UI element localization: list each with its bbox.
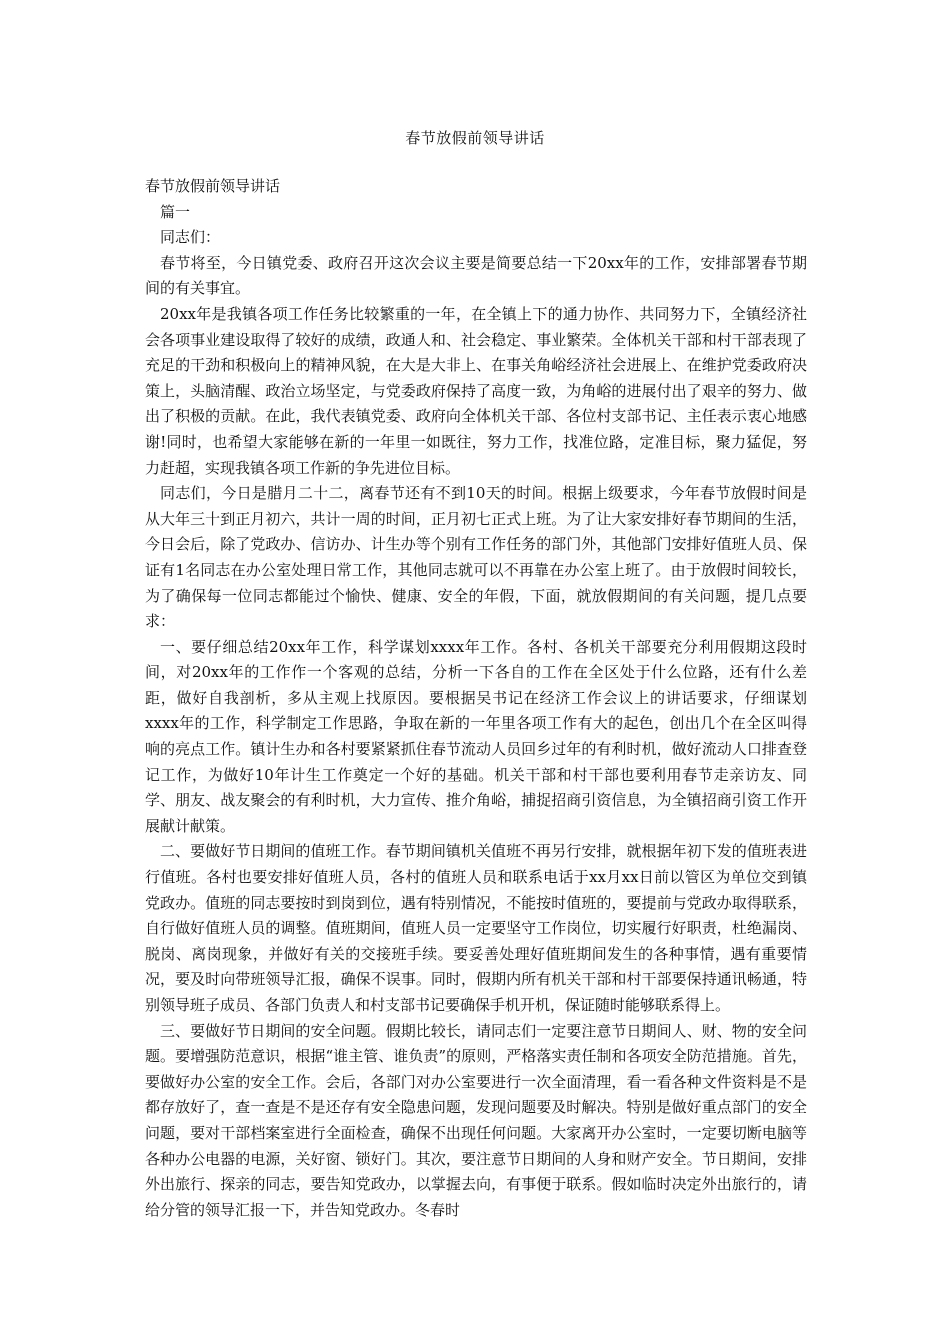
paragraph: 二、要做好节日期间的值班工作。春节期间镇机关值班不再另行安排，就根据年初下发的值班表进行值班。各村也要安排好值班人员，各村的值班人员和联系电话于xx月xx日前以管区为单位交到镇党政办。值班的同志要按时到岗到位，遇有特别情况，不能按时值班的，要提前与党政办取得联系，自行做好值班人员的调整。值班期间，值班人员一定要坚守工作岗位，切实履行好职责，杜绝漏岗、脱岗、离岗现象，并做好有关的交接班手续。要妥善处理好值班期间发生的各种事情，遇有重要情况，要及时向带班领导汇报，确保不误事。同时，假期内所有机关干部和村干部要保持通讯畅通，特别领导班子成员、各部门负责人和村支部书记要确保手机开机，保证随时能够联系得上。	[145, 842, 807, 1014]
document-subtitle: 春节放假前领导讲话	[145, 177, 281, 195]
paragraph: 春节将至，今日镇党委、政府召开这次会议主要是简要总结一下20xx年的工作，安排部署春节期间的有关事宜。	[145, 253, 807, 298]
salutation: 同志们：	[160, 228, 221, 247]
paragraph: 一、要仔细总结20xx年工作，科学谋划xxxx年工作。各村、各机关干部要充分利用假期这段时间，对20xx年的工作作一个客观的总结，分析一下各自的工作在全区处于什么位路，还有什么差距，做好自我剖析，多从主观上找原因。要根据吴书记在经济工作会议上的讲话要求，仔细谋划xxxx年的工作，科学制定工作思路，争取在新的一年里各项工作有大的起色，创出几个在全区叫得响的亮点工作。镇计生办和各村要紧紧抓住春节流动人员回乡过年的有利时机，做好流动人口排查登记工作，为做好10年计生工作奠定一个好的基础。机关干部和村干部也要利用春节走亲访友、同学、朋友、战友聚会的有利时机，大力宣传、推介角峪，捕捉招商引资信息，为全镇招商引资工作开展献计献策。	[145, 637, 807, 835]
paragraph: 同志们，今日是腊月二十二，离春节还有不到10天的时间。根据上级要求，今年春节放假时间是从大年三十到正月初六，共计一周的时间，正月初七正式上班。为了让大家安排好春节期间的生活，今日会后，除了党政办、信访办、计生办等个别有工作任务的部门外，其他部门安排好值班人员、保证有1名同志在办公室处理日常工作，其他同志就可以不再靠在办公室上班了。由于放假时间较长，为了确保每一位同志都能过个愉快、健康、安全的年假，下面，就放假期间的有关问题，提几点要求：	[145, 484, 807, 631]
paragraph: 三、要做好节日期间的安全问题。假期比较长，请同志们一定要注意节日期间人、财、物的安全问题。要增强防范意识，根据“谁主管、谁负责”的原则，严格落实责任制和各项安全防范措施。首先，要做好办公室的安全工作。会后，各部门对办公室要进行一次全面清理，看一看各种文件资料是不是都存放好了，查一查是不是还存有安全隐患问题，发现问题要及时解决。特别是做好重点部门的安全问题，要对干部档案室进行全面检查，确保不出现任何问题。大家离开办公室时，一定要切断电脑等各种办公电器的电源，关好窗、锁好门。其次，要注意节日期间的人身和财产安全。节日期间，安排外出旅行、探亲的同志，要告知党政办，以掌握去向，有事便于联系。假如临时决定外出旅行的，请给分管的领导汇报一下，并告知党政办。冬春时	[145, 1021, 807, 1219]
section-heading: 篇一	[160, 202, 191, 221]
document-body	[145, 174, 807, 1223]
paragraph: 20xx年是我镇各项工作任务比较繁重的一年，在全镇上下的通力协作、共同努力下，全镇经济社会各项事业建设取得了较好的成绩，政通人和、社会稳定、事业繁荣。全体机关干部和村干部表现了充足的干劲和积极向上的精神风貌，在大是大非上、在事关角峪经济社会进展上、在维护党委政府决策上，头脑清醒、政治立场坚定，与党委政府保持了高度一致，为角峪的进展付出了艰辛的努力、做出了积极的贡献。在此，我代表镇党委、政府向全体机关干部、各位村支部书记、主任表示衷心地感谢!同时，也希望大家能够在新的一年里一如既往，努力工作，找准位路，定准目标，聚力猛促，努力赶超，实现我镇各项工作新的争先进位目标。	[145, 304, 807, 477]
document-title: 春节放假前领导讲话	[405, 129, 545, 147]
